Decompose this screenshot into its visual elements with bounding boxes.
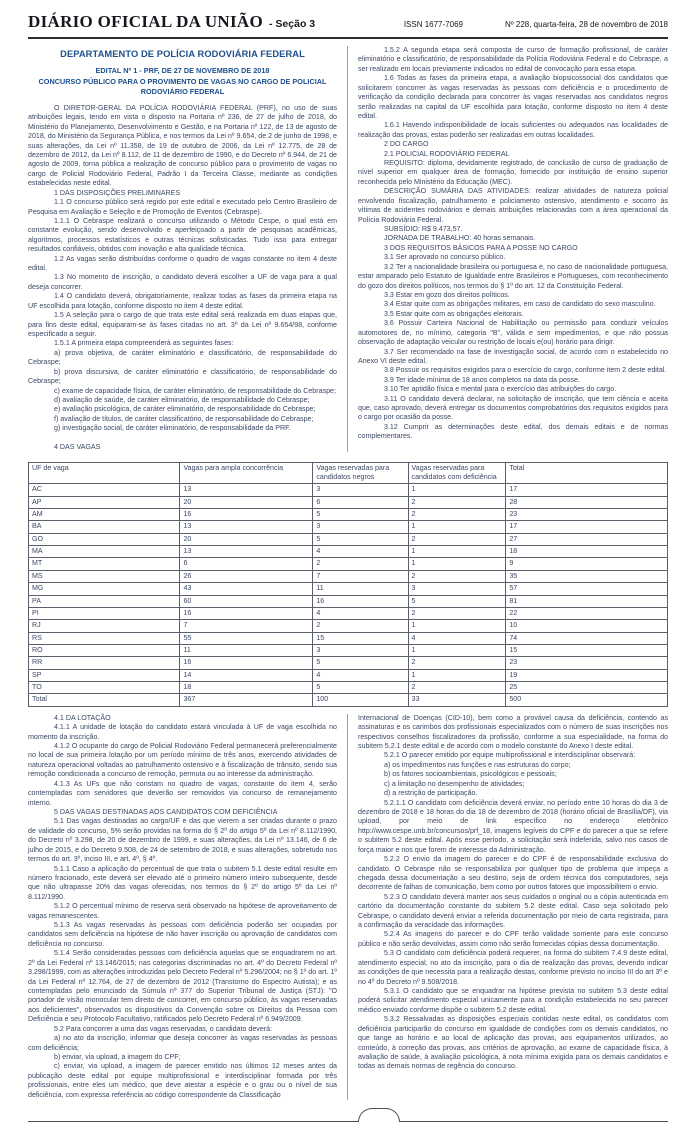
edital-paragraph: c) exame de capacidade física, de caráter eliminatório, de responsabilidade do Cebraspe; [54,386,336,395]
cell-ampla: 6 [180,558,313,570]
edital-paragraph: d) a restrição de participação. [384,789,478,798]
edital-paragraph: b) enviar, via upload, a imagem do CPF; [54,1052,181,1061]
cell-negros: 15 [313,632,408,644]
cell-uf: BA [29,521,180,533]
edital-paragraph: 3.3 Estar em gozo dos direitos políticos. [384,290,510,299]
right-column-bottom [348,714,668,1100]
edital-paragraph: 5.2 Para concorrer a uma das vagas reservadas, o candidato deverá: [54,1024,273,1033]
cell-negros: 2 [313,558,408,570]
cell-total: 27 [506,533,668,545]
cell-ampla: 55 [180,632,313,644]
cell-uf: RR [29,657,180,669]
cell-negros: 3 [313,484,408,496]
cell-uf: TO [29,682,180,694]
edital-paragraph: 4.1 DA LOTAÇÃO [54,713,111,722]
cell-negros: 7 [313,570,408,582]
cell-negros: 4 [313,607,408,619]
cell-ampla: 367 [180,694,313,706]
cell-uf: AP [29,496,180,508]
edital-paragraph: d) avaliação de saúde, de caráter eliminatório, de responsabilidade do Cebraspe; [54,395,310,404]
edital-paragraph: O DIRETOR-GERAL DA POLÍCIA RODOVIÁRIA FEDERAL (PRF), no uso de suas atribuições legais, tendo em vista o disposto na Portaria nº 236, de 27 de julho de 2018, do Ministério do Planejamento, Desenvolvimento e Gestão, e na Portaria nº 122, de 13 de agosto de 2018, do Ministério da Segurança Pública, e nos termos da Lei nº 9.654, de 2 de junho de 1998, e suas alterações, da Lei nº 11.358, de 19 de outubro de 2006, da Lei nº 12.775, de 28 de dezembro de 2012, da Lei nº 8.112, de 11 de dezembro de 1990, e do Decreto nº 6.944, de 21 de agosto de 2009, torna pública a realização de concurso público para o provimento de vagas no cargo de Policial Rodoviário Federal, Padrão I da Terceira Classe, mediante as condições estabelecidas neste edital. [28,103,337,188]
cell-negros: 4 [313,669,408,681]
cell-negros: 4 [313,546,408,558]
cell-ampla: 7 [180,620,313,632]
cell-ampla: 60 [180,595,313,607]
cell-uf: SP [29,669,180,681]
edital-paragraph: 1.2 As vagas serão distribuídas conforme o quadro de vagas constante no item 4 deste edital. [28,254,337,273]
vacancies-table-header-cell: UF de vaga [29,463,180,484]
table-row [29,521,668,533]
edital-paragraph: g) investigação social, de caráter eliminatório, de responsabilidade da PRF. [54,424,291,433]
cell-total: 19 [506,669,668,681]
edital-paragraph: 5.3.1 O candidato que se enquadrar na hipótese prevista no subitem 5.3 deste edital poderá solicitar atendimento especial unicamente para a condição estabelecida no seu parecer médico enviado conforme dispõe o subitem 5.2 deste edital. [358,987,668,1014]
cell-ampla: 14 [180,669,313,681]
edital-paragraph: 5.1.3 As vagas reservadas às pessoas com deficiência poderão ser ocupadas por candidatos sem deficiência na hipótese de não haver inscrição ou aprovação de candidatos com deficiência no concurso. [28,921,337,948]
right-bottom-paragraphs [358,714,668,1072]
edital-paragraph: 5.1.1 Caso a aplicação do percentual de que trata o subitem 5.1 deste edital resulte em número fracionado, este deverá ser elevado até o primeiro número inteiro subsequente, desde que não ultrapasse 20% das vagas oferecidas, nos termos do § 2º do artigo 5º da Lei nº 8.112/1990. [28,864,337,901]
edital-paragraph: 3.5 Estar quite com as obrigações eleitorais. [384,309,524,318]
section-label: - Seção 3 [269,18,316,30]
cell-deficiencia: 5 [408,595,506,607]
edital-paragraph: 3.2 Ter a nacionalidade brasileira ou portuguesa e, no caso de nacionalidade portuguesa, estar amparado pelo Estatuto de Igualdade entre Brasileiros e Portugueses, com reconhecimento do gozo dos direitos políticos, nos termos do § 1º do art. 12 da Constituição Federal. [358,262,668,290]
edital-paragraph: a) no ato da inscrição, informar que deseja concorrer às vagas reservadas às pessoas com deficiência; [28,1034,337,1052]
edital-paragraph: 5 DAS VAGAS DESTINADAS AOS CANDIDATOS COM DEFICIÊNCIA [54,807,278,816]
edition-info: Nº 228, quarta-feira, 28 de novembro de 2018 [504,20,668,29]
cell-total: 23 [506,509,668,521]
edital-paragraph: 3.8 Possuir os requisitos exigidos para o exercício do cargo, conforme item 2 deste edital. [384,366,667,375]
cell-uf: GO [29,533,180,545]
cell-total: 10 [506,620,668,632]
cell-ampla: 20 [180,533,313,545]
page-header [28,12,668,32]
edital-paragraph: 5.2.2 O envio da imagem do parecer e do CPF é de responsabilidade exclusiva do candidato. O Cebraspe não se responsabiliza por qualquer tipo de problema que impeça a chegada dessa documentação a seu destino, seja de ordem técnica dos computadores, seja decorrente de falhas de comunicação, bem como por outros fatores que impossibilitem o envio. [358,855,668,892]
edital-paragraph: SUBSÍDIO: R$ 9.473,57. [384,225,463,234]
cell-ampla: 13 [180,484,313,496]
edital-paragraph: f) avaliação de títulos, de caráter classificatório, de responsabilidade do Cebraspe; [54,414,314,423]
cell-uf: MG [29,583,180,595]
cell-total: 17 [506,484,668,496]
cell-deficiencia: 2 [408,657,506,669]
edital-paragraph: 1.5.2 A segunda etapa será composta de curso de formação profissional, de caráter eliminatório e classificatório, de responsabilidade da Polícia Rodoviária Federal e do Cebraspe, a ser realizado em locais previamente indicados no edital de convocação para essa etapa. [358,46,668,73]
edital-paragraph: 3.4 Estar quite com as obrigações militares, em caso de candidato do sexo masculino. [384,300,656,309]
cell-ampla: 13 [180,521,313,533]
cell-ampla: 43 [180,583,313,595]
cell-deficiencia: 2 [408,607,506,619]
table-row [29,607,668,619]
cell-deficiencia: 1 [408,558,506,570]
edital-paragraph: c) a limitação no desempenho de atividades; [384,779,525,788]
table-row [29,533,668,545]
bottom-rule [28,1121,668,1122]
vacancies-table-header-cell: Vagas para ampla concorrência [180,463,313,484]
bottom-columns [28,714,668,1100]
cell-deficiencia: 1 [408,484,506,496]
cell-total: 15 [506,644,668,656]
edital-paragraph: 3.9 Ter idade mínima de 18 anos completos na data da posse. [384,375,580,384]
cell-total: 57 [506,583,668,595]
cell-deficiencia: 2 [408,533,506,545]
left-bottom-paragraphs [28,714,337,1100]
vacancies-table-header-cell: Vagas reservadas para candidatos negros [313,463,408,484]
edital-paragraph: 4.1.1 A unidade de lotação do candidato estará vinculada à UF de vaga escolhida no momento da inscrição. [28,723,337,741]
edital-paragraph: 5.2.1 O parecer emitido por equipe multiprofissional e interdisciplinar observará: [384,751,636,760]
cell-deficiencia: 3 [408,583,506,595]
edital-paragraph: 1 DAS DISPOSIÇÕES PRELIMINARES [54,188,181,197]
edital-paragraph: 5.2.3 O candidato deverá manter aos seus cuidados o original ou a cópia autenticada em cartório da documentação constante do subitem 5.2 deste edital. Caso seja solicitado pelo Cebraspe, o candidato deverá enviar a referida documentação por meio de carta registrada, para a confirmação da veracidade das informações. [358,892,668,930]
edital-paragraph: a) os impedimentos nas funções e nas estruturas do corpo; [384,760,571,769]
edital-paragraph: 1.6.1 Havendo indisponibilidade de locais suficientes ou adequados nas localidades de realização das provas, estas poderão ser realizadas em outras localidades. [358,121,668,139]
cell-deficiencia: 1 [408,669,506,681]
cell-negros: 5 [313,657,408,669]
cell-total: 35 [506,570,668,582]
edital-paragraph: 3.1 Ser aprovado no concurso público. [384,253,506,262]
edital-subject: CONCURSO PÚBLICO PARA O PROVIMENTO DE VAGAS NO CARGO DE POLICIAL RODOVIÁRIO FEDERAL [38,77,327,97]
table-row [29,669,668,681]
cell-deficiencia: 1 [408,546,506,558]
edital-paragraph: Internacional de Doenças (CID-10), bem como a provável causa da deficiência, contendo as assinaturas e os carimbos dos profissionais especializados com o número de suas inscrições nos respectivos conselhos fiscalizadores da profissão, conforme a sua especialidade, na forma do subitem 5.2.1 deste edital e de acordo com o modelo constante do Anexo I deste edital. [358,713,668,751]
cell-deficiencia: 2 [408,509,506,521]
edital-paragraph: 1.6 Todas as fases da primeira etapa, a avaliação biopsicossocial dos candidatos que solicitarem concorrer às vagas reservadas às pessoas com deficiência e o procedimento de verificação da condição declarada para concorrer às vagas reservadas aos candidatos negros serão realizadas na capital da UF escolhida para lotação, conforme disposto no item 4 deste edital. [358,74,668,120]
cell-uf: PA [29,595,180,607]
table-row [29,558,668,570]
table-row [29,682,668,694]
cell-ampla: 11 [180,644,313,656]
edital-paragraph: 5.1 Das vagas destinadas ao cargo/UF e das que vierem a ser criadas durante o prazo de validade do concurso, 5% serão providas na forma do § 2º do artigo 5º da Lei nº 8.112/1990, do Decreto nº 3.298, de 20 de dezembro de 1999, e suas alterações, da Lei nº 13.146, de 6 de julho de 2015, e do Decreto 9.508, de 24 de setembro de 2018, e suas alterações, sobretudo nos termos do art. 3º, inciso III, e art. 4º, § 4º. [28,817,337,864]
edital-paragraph: 3.11 O candidato deverá declarar, na solicitação de inscrição, que tem ciência e aceita que, caso aprovado, deverá entregar os documentos comprobatórios dos requisitos exigidos para o cargo por ocasião da posse. [358,394,668,422]
edital-paragraph: 1.1 O concurso público será regido por este edital e executado pelo Centro Brasileiro de Pesquisa em Avaliação e Seleção e de Promoção de Eventos (Cebraspe). [28,198,337,216]
cell-negros: 3 [313,644,408,656]
edital-paragraph: 5.1.2 O percentual mínimo de reserva será observado na hipótese de aproveitamento de vagas remanescentes. [28,902,337,920]
edital-paragraph: 4.1.3 As UFs que não constam no quadro de vagas, constante do item 4, serão contempladas com servidores que deverão ser removidos via concurso de remanejamento interno. [28,779,337,807]
vacancies-table-body [29,484,668,706]
cell-deficiencia: 2 [408,570,506,582]
table-row [29,632,668,644]
cell-negros: 11 [313,583,408,595]
cell-deficiencia: 33 [408,694,506,706]
masthead-title: DIÁRIO OFICIAL DA UNIÃO [28,12,264,31]
edital-paragraph: JORNADA DE TRABALHO: 40 horas semanais. [384,234,536,243]
edital-paragraph: 5.3.2 Ressalvadas as disposições especiais contidas neste edital, os candidatos com deficiência participarão do concurso em igualdade de condições com os demais candidatos, no que tange ao horário e ao local de aplicação das provas, aos equipamentos utilizados, ao conteúdo, à correção das provas, aos critérios de aprovação, ao exame de capacidade física, à avaliação de saúde, à avaliação psicológica, à nota mínima exigida para os demais candidatos e todas as demais normas de regência do concurso. [358,1015,668,1071]
cell-negros: 5 [313,533,408,545]
edital-paragraph: 3.12 Cumprir as determinações deste edital, dos demais editais e de normas complementares. [358,422,668,441]
edital-paragraph: 5.2.1.1 O candidato com deficiência deverá enviar, no período entre 10 horas do dia 3 de dezembro de 2018 e 18 horas do dia 18 de dezembro de 2018 (horário oficial de Brasília/DF), via upload, por meio de link específico no endereço eletrônico http://www.cespe.unb.br/concursos/prf_18, imagens legíveis do CPF e do parecer a que se refere o subitem 5.2 deste edital. Após esse período, a solicitação será indeferida, salvo nos casos de força maior e nos que forem de interesse da Administração. [358,798,668,854]
cell-negros: 100 [313,694,408,706]
edital-paragraph: 1.4 O candidato deverá, obrigatoriamente, realizar todas as fases da primeira etapa na UF escolhida para lotação, conforme disposto no item 4 deste edital. [28,292,337,310]
cell-ampla: 20 [180,496,313,508]
edital-paragraph: b) prova discursiva, de caráter eliminatório e classificatório, de responsabilidade do Cebraspe; [28,367,337,386]
edital-paragraph: 4 DAS VAGAS [54,442,101,451]
table-row [29,694,668,706]
page-footer [28,1108,668,1130]
cell-total: 74 [506,632,668,644]
cell-total: 17 [506,521,668,533]
table-row [29,496,668,508]
edital-paragraph: 3 DOS REQUISITOS BÁSICOS PARA A POSSE NO CARGO [384,243,578,252]
edital-paragraph: 5.3 O candidato com deficiência poderá requerer, na forma do subitem 7.4.9 deste edital, atendimento especial, no ato da inscrição, para o dia de realização das provas, devendo indicar as condições de que necessita para a realização destas, conforme previsto no inciso III do art 3º e no 4º do Decreto nº 9.508/2018. [358,949,668,986]
cell-total: 22 [506,607,668,619]
cell-uf: RJ [29,620,180,632]
edital-paragraph: REQUISITO: diploma, devidamente registrado, de conclusão de curso de graduação de nível superior em qualquer área de formação, fornecido por instituição de ensino superior reconhecida pelo Ministério da Educação (MEC). [358,159,668,186]
cell-uf: MS [29,570,180,582]
table-row [29,620,668,632]
cell-ampla: 26 [180,570,313,582]
left-column-bottom [28,714,348,1100]
edital-paragraph: 2.1 POLICIAL RODOVIÁRIO FEDERAL [384,149,510,158]
edital-paragraph: DESCRIÇÃO SUMÁRIA DAS ATIVIDADES: realizar atividades de natureza policial envolvendo fiscalização, patrulhamento e policiamento ostensivo, atendimento e socorro às vítimas de acidentes rodoviários e demais atribuições relacionadas com a área operacional da Polícia Rodoviária Federal. [358,187,668,224]
cell-total: 25 [506,682,668,694]
left-column-top [28,46,348,452]
edital-paragraph: 3.6 Possuir Carteira Nacional de Habilitação ou permissão para conduzir veículos automotores de, no mínimo, categoria "B", válida e sem impedimentos, e que não possua observação de adaptação veicular ou restrição de locais e(ou) horário para dirigir. [358,319,668,347]
cell-uf: PI [29,607,180,619]
table-row [29,509,668,521]
edital-paragraph: 3.10 Ter aptidão física e mental para o exercício das atribuições do cargo. [384,385,617,394]
cell-ampla: 13 [180,546,313,558]
edital-paragraph: 5.2.4 As imagens do parecer e do CPF terão validade somente para este concurso público e não serão devolvidas, assim como não serão fornecidas cópias dessa documentação. [358,930,668,948]
edital-paragraph: 2 DO CARGO [384,140,429,149]
department-title: DEPARTAMENTO DE POLÍCIA RODOVIÁRIA FEDERAL [60,49,305,59]
cell-uf: MT [29,558,180,570]
bottom-arc-ornament [358,1108,400,1122]
cell-uf: RS [29,632,180,644]
edital-paragraph: 1.1.1 O Cebraspe realizará o concurso utilizando o Método Cespe, o qual está em constante evolução, sendo desenvolvido e aperfeiçoado a partir de pesquisas acadêmicas, algoritmos, processos estatísticos e outras técnicas sofisticadas. Tudo isso para entregar resultados confiáveis, obtidos com inovação e alta qualidade técnica. [28,216,337,254]
cell-deficiencia: 2 [408,496,506,508]
edital-paragraph: 4.1.2 O ocupante do cargo de Policial Rodoviário Federal permanecerá preferencialmente no local de sua primeira lotação por um período mínimo de três anos, exercendo atividades de natureza operacional voltadas ao patrulhamento ostensivo e à fiscalização de trânsito, sendo sua remoção condicionada a concurso de remoção, permuta ou ao interesse da administração. [28,742,337,779]
cell-ampla: 18 [180,682,313,694]
edital-paragraph: a) prova objetiva, de caráter eliminatório e classificatório, de responsabilidade do Cebraspe; [28,348,337,367]
cell-uf: AC [29,484,180,496]
vacancies-table-header-cell: Vagas reservadas para candidatos com deficiência [408,463,506,484]
table-row [29,595,668,607]
cell-deficiencia: 1 [408,620,506,632]
table-row [29,570,668,582]
cell-total: 23 [506,657,668,669]
cell-ampla: 16 [180,607,313,619]
cell-total: 81 [506,595,668,607]
cell-uf: RO [29,644,180,656]
cell-total: 500 [506,694,668,706]
issn-number: ISSN 1677-7069 [403,20,463,29]
vacancies-table-header-cell: Total [506,463,668,484]
edital-paragraph: e) avaliação psicológica, de caráter eliminatório, de responsabilidade do Cebraspe; [54,405,316,414]
cell-ampla: 16 [180,509,313,521]
cell-negros: 2 [313,620,408,632]
cell-deficiencia: 4 [408,632,506,644]
edital-paragraph: b) os fatores socioambientais, psicológicos e pessoais; [384,770,557,779]
vacancies-table-header-row [29,463,668,484]
cell-negros: 6 [313,496,408,508]
top-columns [28,46,668,452]
vacancies-table [28,462,668,707]
cell-ampla: 16 [180,657,313,669]
table-row [29,583,668,595]
table-row [29,484,668,496]
edital-paragraph: c) enviar, via upload, a imagem de parecer emitido nos últimos 12 meses antes da publicação deste edital por equipe multiprofissional e interdisciplinar formada por três profissionais, entre eles um médico, que deve atestar a espécie e o grau ou o nível de sua deficiência, com expressa referência ao código correspondente da Classificação [28,1062,337,1099]
left-top-paragraphs [28,104,337,452]
cell-deficiencia: 2 [408,682,506,694]
cell-total: 18 [506,546,668,558]
right-top-paragraphs [358,46,668,442]
edital-paragraph: 1.3 No momento de inscrição, o candidato deverá escolher a UF de vaga para a qual deseja concorrer. [28,273,337,291]
header-rule [28,37,668,39]
title-block [28,48,337,97]
edital-number: EDITAL Nº 1 - PRF, DE 27 DE NOVEMBRO DE 2018 [95,66,270,76]
cell-negros: 5 [313,682,408,694]
cell-total: 28 [506,496,668,508]
cell-negros: 16 [313,595,408,607]
cell-total: 9 [506,558,668,570]
edital-paragraph: 1.5.1 A primeira etapa compreenderá as seguintes fases: [54,339,234,348]
cell-negros: 5 [313,509,408,521]
cell-deficiencia: 1 [408,644,506,656]
right-column-top [348,46,668,452]
edital-paragraph: 3.7 Ser recomendado na fase de investigação social, de acordo com o estabelecido no Anexo VI deste edital. [358,347,668,365]
cell-uf: MA [29,546,180,558]
cell-uf: Total [29,694,180,706]
edital-paragraph: 5.1.4 Serão consideradas pessoas com deficiência aquelas que se enquadrarem no art. 2º da Lei Federal nº 13.146/2015; nas categorias discriminadas no art. 4º do Decreto Federal nº 3.298/1999, com as alterações introduzidas pelo Decreto Federal nº 5.296/2004; no § 1º do art. 1º da Lei Federal nº 12.764, de 27 de dezembro de 2012 (Transtorno do Espectro Autista); e as contempladas pelo enunciado da Súmula nº 377 do Superior Tribunal de Justiça (STJ): "O portador de visão monocular tem direito de concorrer, em concurso público, às vagas reservadas aos deficientes", observados os dispositivos da Convenção sobre os Direitos da Pessoa com Deficiência e seu Protocolo Facultativo, ratificados pelo Decreto Federal nº 6.949/2009. [28,949,337,1024]
table-row [29,546,668,558]
cell-deficiencia: 1 [408,521,506,533]
cell-negros: 3 [313,521,408,533]
edital-paragraph: 1.5 A seleção para o cargo de que trata este edital será realizada em duas etapas que, para fins deste edital, equiparam-se às fases citadas no art. 3º da Lei nº 9.654/98, conforme especificado a seguir. [28,311,337,339]
table-row [29,657,668,669]
table-row [29,644,668,656]
cell-uf: AM [29,509,180,521]
